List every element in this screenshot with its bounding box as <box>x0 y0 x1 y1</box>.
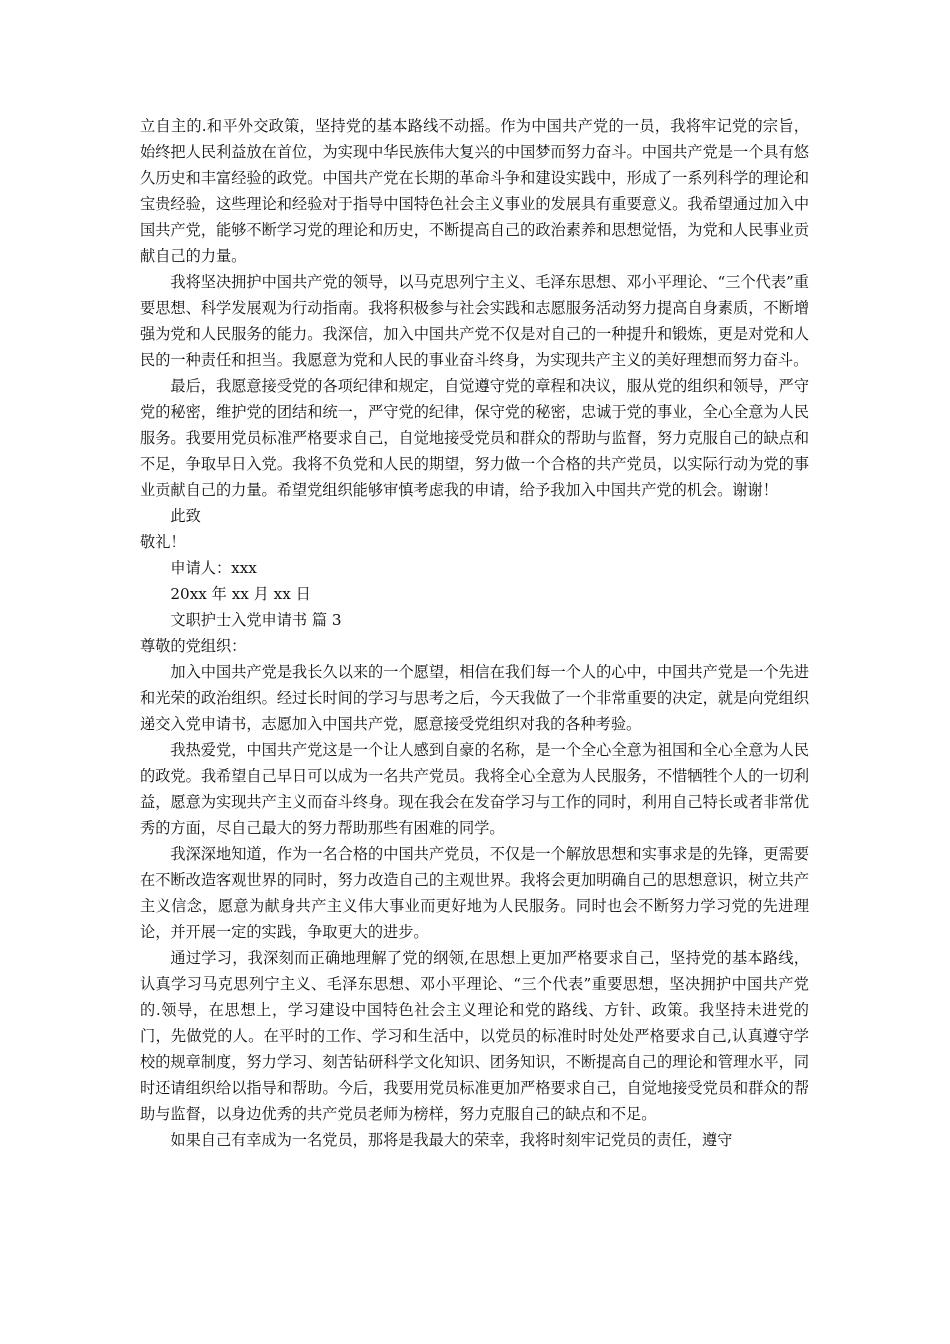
paragraph-honor: 如果自己有幸成为一名党员，那将是我最大的荣幸，我将时刻牢记党员的责任，遵守 <box>170 1131 733 1149</box>
applicant-line: 申请人：xxx <box>170 559 257 577</box>
paragraph-support-leadership: 我将坚决拥护中国共产党的领导，以马克思列宁主义、毛泽东思想、邓小平理论、“三个代表”重要思想、科学发展观为行动指南。我将积极参与社会实践和志愿服务活动努力提高自身素质，不断增强为党和人民服务的能力。我深信，加入中国共产党不仅是对自己的一种提升和锻炼，更是对党和人民的一种责任和担当。我愿意为党和人民的事业奋斗终身，为实现共产主义的美好理想而努力奋斗。 <box>140 273 809 369</box>
paragraph-discipline: 最后，我愿意接受党的各项纪律和规定，自觉遵守党的章程和决议，服从党的组织和领导，严守党的秘密，维护党的团结和统一，严守党的纪律，保守党的秘密，忠诚于党的事业，全心全意为人民服务。我要用党员标准严格要求自己，自觉地接受党员和群众的帮助与监督，努力克服自己的缺点和不足，争取早日入党。我将不负党和人民的期望，努力做一个合格的共产党员，以实际行动为党的事业贡献自己的力量。希望党组织能够审慎考虑我的申请，给予我加入中国共产党的机会。谢谢！ <box>140 377 809 499</box>
paragraph-study: 通过学习，我深刻而正确地理解了党的纲领,在思想上更加严格要求自己，坚持党的基本路线，认真学习马克思列宁主义、毛泽东思想、邓小平理论、“三个代表”重要思想，坚决拥护中国共产党的.领导，在思想上，学习建设中国特色社会主义理论和党的路线、方针、政策。我坚持未进党的门，先做党的人。在平时的工作、学习和生活中，以党员的标准时时处处严格要求自己,认真遵守学校的规章制度，努力学习、刻苦钻研科学文化知识、团务知识，不断提高自己的理论和管理水平，同时还请组织给以指导和帮助。今后，我要用党员标准更加严格要求自己，自觉地接受党员和群众的帮助与监督，以身边优秀的共产党员老师为榜样，努力克服自己的缺点和不足。 <box>140 949 809 1123</box>
paragraph-wish: 加入中国共产党是我长久以来的一个愿望，相信在我们每一个人的心中，中国共产党是一个先进和光荣的政治组织。经过长时间的学习与思考之后，今天我做了一个非常重要的决定，就是向党组织递交入党申请书，志愿加入中国共产党，愿意接受党组织对我的各种考验。 <box>140 663 809 733</box>
date-line: 20xx 年 xx 月 xx 日 <box>170 585 311 603</box>
paragraph-love-party: 我热爱党，中国共产党这是一个让人感到自豪的名称，是一个全心全意为祖国和全心全意为人民的政党。我希望自己早日可以成为一名共产党员。我将全心全意为人民服务，不惜牺牲个人的一切利益，愿意为实现共产主义而奋斗终身。现在我会在发奋学习与工作的同时，利用自己特长或者非常优秀的方面，尽自己最大的努力帮助那些有困难的同学。 <box>140 741 809 837</box>
paragraph-understanding: 我深深地知道，作为一名合格的中国共产党员，不仅是一个解放思想和实事求是的先锋，更需要在不断改造客观世界的同时，努力改造自己的主观世界。我将会更加明确自己的思想意识，树立共产主义信念，愿意为献身共产主义伟大事业而更好地为人民服务。同时也会不断努力学习党的先进理论，并开展一定的实践，争取更大的进步。 <box>140 845 809 941</box>
document-page <box>140 113 809 1153</box>
closing-salutation: 此致 <box>170 507 201 525</box>
greeting: 尊敬的党组织： <box>140 637 247 655</box>
paragraph-continuation: 立自主的.和平外交政策，坚持党的基本路线不动摇。作为中国共产党的一员，我将牢记党的宗旨，始终把人民利益放在首位，为实现中华民族伟大复兴的中国梦而努力奋斗。中国共产党是一个具有悠久历史和丰富经验的政党。中国共产党在长期的革命斗争和建设实践中，形成了一系列科学的理论和宝贵经验，这些理论和经验对于指导中国特色社会主义事业的发展具有重要意义。我希望通过加入中国共产党，能够不断学习党的理论和历史，不断提高自己的政治素养和思想觉悟，为党和人民事业贡献自己的力量。 <box>140 117 809 265</box>
section-title: 文职护士入党申请书 篇 3 <box>170 611 342 629</box>
closing-respect: 敬礼！ <box>140 533 186 551</box>
